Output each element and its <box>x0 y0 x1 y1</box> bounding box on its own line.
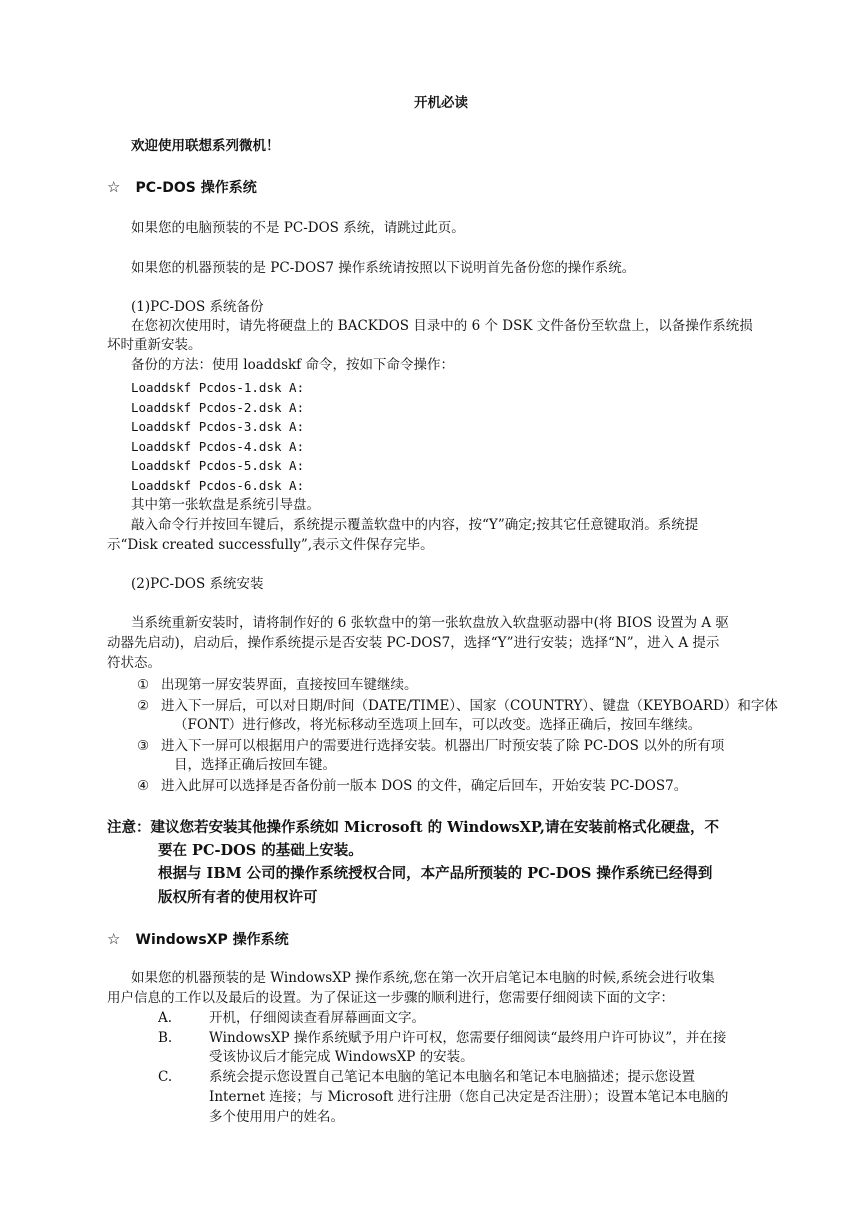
paragraph-line: 敲入命令行并按回车键后，系统提示覆盖软盘中的内容，按“Y”确定;按其它任意键取消。系统提 <box>131 517 699 533</box>
notice-line: 根据与 IBM 公司的操作系统授权合同，本产品所预装的 PC-DOS 操作系统已经得到 <box>158 865 713 882</box>
command-line: Loaddskf Pcdos-6.dsk A: <box>131 477 305 493</box>
command-line: Loaddskf Pcdos-5.dsk A: <box>131 458 305 474</box>
step-text: 出现第一屏安装界面，直接按回车键继续。 <box>161 677 418 693</box>
page-title: 开机必读 <box>414 95 468 111</box>
section-pcdos-heading <box>107 177 257 197</box>
step-text: 进入下一屏后，可以对日期/时间（DATE/TIME）、国家（COUNTRY）、键盘（KEYBOARD）和字体 <box>161 698 778 714</box>
step-text-cont: 目，选择正确后按回车键。 <box>174 757 336 773</box>
notice-line: 版权所有者的使用权许可 <box>158 889 318 906</box>
item-text: 开机，仔细阅读查看屏幕画面文字。 <box>209 1010 425 1026</box>
step-text: 进入此屏可以选择是否备份前一版本 DOS 的文件，确定后回车，开始安装 PC-DOS7。 <box>161 778 688 794</box>
item-text: 多个使用用户的姓名。 <box>209 1109 344 1125</box>
paragraph-line: 符状态。 <box>107 655 161 671</box>
section-windowsxp-heading <box>107 929 289 949</box>
subsection-title: (2)PC-DOS 系统安装 <box>131 576 264 592</box>
item-letter: C. <box>158 1069 173 1085</box>
notice-line: 要在 PC-DOS 的基础上安装。 <box>158 842 363 859</box>
paragraph-line: 备份的方法：使用 loaddskf 命令，按如下命令操作： <box>131 357 454 373</box>
subsection-title: (1)PC-DOS 系统备份 <box>131 299 264 315</box>
paragraph-line: 在您初次使用时，请先将硬盘上的 BACKDOS 目录中的 6 个 DSK 文件备份至软盘上，以备操作系统损 <box>131 318 753 334</box>
item-letter: A. <box>158 1010 173 1026</box>
item-text: 受该协议后才能完成 WindowsXP 的安装。 <box>209 1049 474 1065</box>
paragraph: 如果您的机器预装的是 PC-DOS7 操作系统请按照以下说明首先备份您的操作系统。 <box>131 260 636 276</box>
paragraph: 如果您的电脑预装的不是 PC-DOS 系统，请跳过此页。 <box>131 220 465 236</box>
step-number: ① <box>137 677 150 693</box>
step-number: ④ <box>137 778 150 794</box>
paragraph-line: 当系统重新安装时，请将制作好的 6 张软盘中的第一张软盘放入软盘驱动器中(将 BIOS 设置为 A 驱 <box>131 615 729 631</box>
command-line: Loaddskf Pcdos-3.dsk A: <box>131 419 305 435</box>
command-line: Loaddskf Pcdos-2.dsk A: <box>131 399 305 415</box>
step-text-cont: （FONT）进行修改，将光标移动至选项上回车，可以改变。选择正确后，按回车继续。 <box>174 717 702 733</box>
paragraph-line: 其中第一张软盘是系统引导盘。 <box>131 497 320 513</box>
item-text: WindowsXP 操作系统赋予用户许可权，您需要仔细阅读“最终用户许可协议”，并在接 <box>209 1030 727 1046</box>
star-icon: ☆ <box>107 930 121 948</box>
item-letter: B. <box>158 1030 173 1046</box>
section-heading-text: PC-DOS 操作系统 <box>135 180 257 196</box>
paragraph-line: 用户信息的工作以及最后的设置。为了保证这一步骤的顺利进行，您需要仔细阅读下面的文字： <box>107 990 674 1006</box>
item-text: Internet 连接；与 Microsoft 进行注册（您自己决定是否注册）；设置本笔记本电脑的 <box>209 1089 729 1105</box>
paragraph-line: 如果您的机器预装的是 WindowsXP 操作系统,您在第一次开启笔记本电脑的时候,系统会进行收集 <box>131 970 715 986</box>
paragraph-line: 坏时重新安装。 <box>107 337 202 353</box>
notice-block <box>107 817 719 839</box>
notice-label: 注意： <box>107 819 151 836</box>
step-number: ② <box>137 698 150 714</box>
star-icon: ☆ <box>107 178 121 196</box>
welcome-text: 欢迎使用联想系列微机！ <box>131 138 280 154</box>
notice-line: 建议您若安装其他操作系统如 Microsoft 的 WindowsXP,请在安装前格式化硬盘，不 <box>150 819 719 836</box>
command-list <box>131 378 304 496</box>
section-heading-text: WindowsXP 操作系统 <box>135 932 289 948</box>
paragraph-line: 示“Disk created successfully”,表示文件保存完毕。 <box>107 537 434 553</box>
step-text: 进入下一屏可以根据用户的需要进行选择安装。机器出厂时预安装了除 PC-DOS 以外的所有项 <box>161 738 725 754</box>
command-line: Loaddskf Pcdos-4.dsk A: <box>131 438 305 454</box>
step-number: ③ <box>137 738 150 754</box>
command-line: Loaddskf Pcdos-1.dsk A: <box>131 380 305 395</box>
paragraph-line: 动器先启动)，启动后，操作系统提示是否安装 PC-DOS7，选择“Y”进行安装；选择“N”，进入 A 提示 <box>107 635 720 651</box>
item-text: 系统会提示您设置自己笔记本电脑的笔记本电脑名和笔记本电脑描述；提示您设置 <box>209 1069 695 1085</box>
